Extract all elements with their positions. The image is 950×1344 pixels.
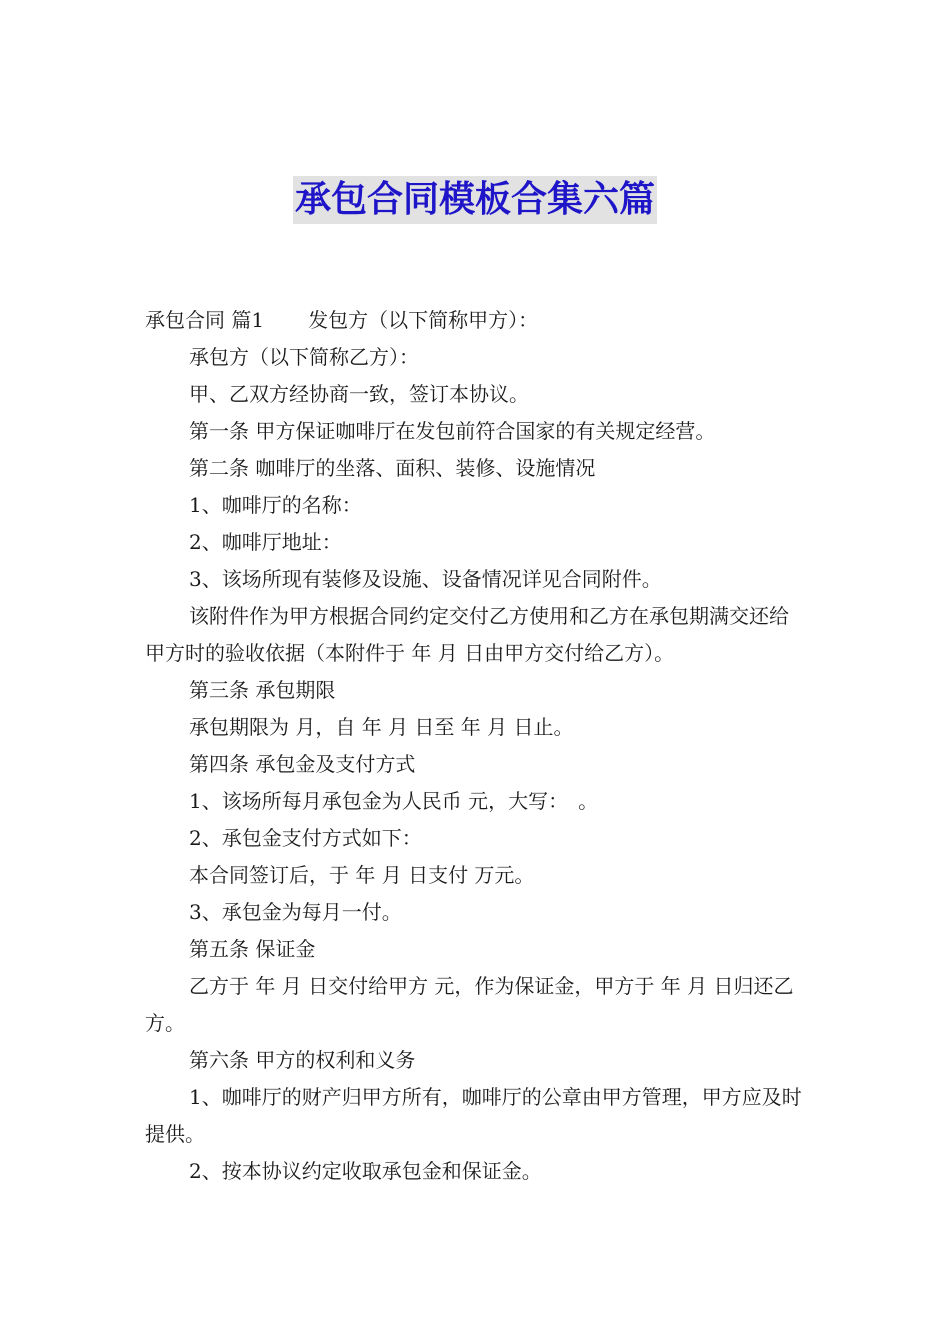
paragraph: 第三条 承包期限 bbox=[189, 678, 336, 702]
paragraph: 第四条 承包金及支付方式 bbox=[189, 752, 416, 776]
paragraph: 第二条 咖啡厅的坐落、面积、装修、设施情况 bbox=[189, 456, 596, 480]
paragraph: 3、承包金为每月一付。 bbox=[189, 900, 402, 924]
title-container bbox=[0, 176, 950, 224]
party-a-line: 发包方（以下简称甲方）： bbox=[308, 308, 539, 332]
paragraph: 承包期限为 月，自 年 月 日至 年 月 日止。 bbox=[189, 715, 574, 739]
contract-heading: 承包合同 篇1 bbox=[145, 308, 265, 332]
paragraph: 第六条 甲方的权利和义务 bbox=[189, 1048, 416, 1072]
paragraph: 1、该场所每月承包金为人民币 元，大写： 。 bbox=[189, 789, 599, 813]
first-line bbox=[145, 302, 807, 339]
paragraph: 2、按本协议约定收取承包金和保证金。 bbox=[189, 1159, 542, 1183]
paragraph: 甲、乙双方经协商一致，签订本协议。 bbox=[189, 382, 529, 406]
paragraph: 乙方于 年 月 日交付给甲方 元，作为保证金，甲方于 年 月 日归还乙方。 bbox=[145, 974, 794, 1035]
paragraph: 2、咖啡厅地址： bbox=[189, 530, 342, 554]
paragraph: 承包方（以下简称乙方）： bbox=[189, 345, 419, 369]
paragraph: 1、咖啡厅的名称： bbox=[189, 493, 362, 517]
paragraph: 第五条 保证金 bbox=[189, 937, 316, 961]
paragraph: 该附件作为甲方根据合同约定交付乙方使用和乙方在承包期满交还给甲方时的验收依据（本附件于 年 月 日由甲方交付给乙方）。 bbox=[145, 604, 789, 665]
paragraph: 本合同签订后，于 年 月 日支付 万元。 bbox=[189, 863, 535, 887]
paragraph: 第一条 甲方保证咖啡厅在发包前符合国家的有关规定经营。 bbox=[189, 419, 716, 443]
document-title: 承包合同模板合集六篇 bbox=[293, 176, 657, 224]
document-body bbox=[145, 302, 807, 1190]
paragraph: 2、承包金支付方式如下： bbox=[189, 826, 422, 850]
paragraph: 1、咖啡厅的财产归甲方所有，咖啡厅的公章由甲方管理，甲方应及时提供。 bbox=[145, 1085, 802, 1146]
paragraph: 3、该场所现有装修及设施、设备情况详见合同附件。 bbox=[189, 567, 662, 591]
